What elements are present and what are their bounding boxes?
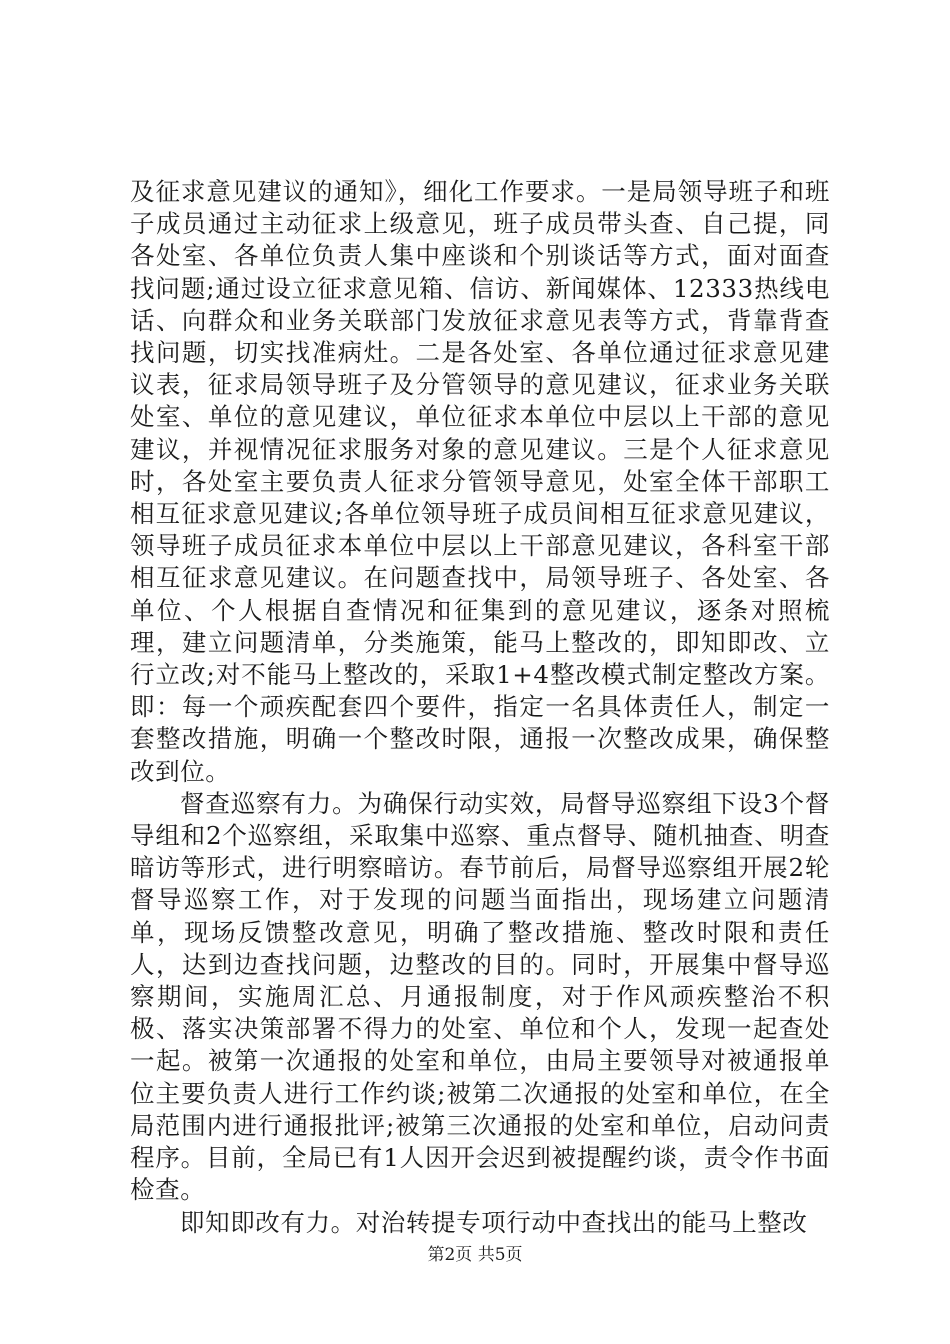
page-footer: 第2页 共5页 <box>427 1245 523 1265</box>
paragraph-3: 即知即改有力。对治转提专项行动中查找出的能马上整改 <box>180 1207 808 1237</box>
document-body <box>130 176 830 1239</box>
paragraph-2: 督查巡察有力。为确保行动实效，局督导巡察组下设3个督导组和2个巡察组，采取集中巡察、重点督导、随机抽查、明查暗访等形式，进行明察暗访。春节前后，局督导巡察组开展2轮督导巡察工作，对于发现的问题当面指出，现场建立问题清单，现场反馈整改意见，明确了整改措施、整改时限和责任人，达到边查找问题，边整改的目的。同时，开展集中督导巡察期间，实施周汇总、月通报制度，对于作风顽疾整治不积极、落实决策部署不得力的处室、单位和个人，发现一起查处一起。被第一次通报的处室和单位，由局主要领导对被通报单位主要负责人进行工作约谈;被第二次通报的处室和单位，在全局范围内进行通报批评;被第三次通报的处室和单位，启动问责程序。目前，全局已有1人因开会迟到被提醒约谈，责令作书面检查。 <box>130 788 830 1205</box>
paragraph-1: 及征求意见建议的通知》，细化工作要求。一是局领导班子和班子成员通过主动征求上级意见，班子成员带头查、自己提，同各处室、各单位负责人集中座谈和个别谈话等方式，面对面查找问题;通过设立征求意见箱、信访、新闻媒体、12333热线电话、向群众和业务关联部门发放征求意见表等方式，背靠背查找问题，切实找准病灶。二是各处室、各单位通过征求意见建议表，征求局领导班子及分管领导的意见建议，征求业务关联处室、单位的意见建议，单位征求本单位中层以上干部的意见建议，并视情况征求服务对象的意见建议。三是个人征求意见时，各处室主要负责人征求分管领导意见，处室全体干部职工相互征求意见建议;各单位领导班子成员间相互征求意见建议，领导班子成员征求本单位中层以上干部意见建议，各科室干部相互征求意见建议。在问题查找中，局领导班子、各处室、各单位、个人根据自查情况和征集到的意见建议，逐条对照梳理，建立问题清单，分类施策，能马上整改的，即知即改、立行立改;对不能马上整改的，采取1+4整改模式制定整改方案。即：每一个顽疾配套四个要件，指定一名具体责任人，制定一套整改措施，明确一个整改时限，通报一次整改成果，确保整改到位。 <box>130 177 830 786</box>
